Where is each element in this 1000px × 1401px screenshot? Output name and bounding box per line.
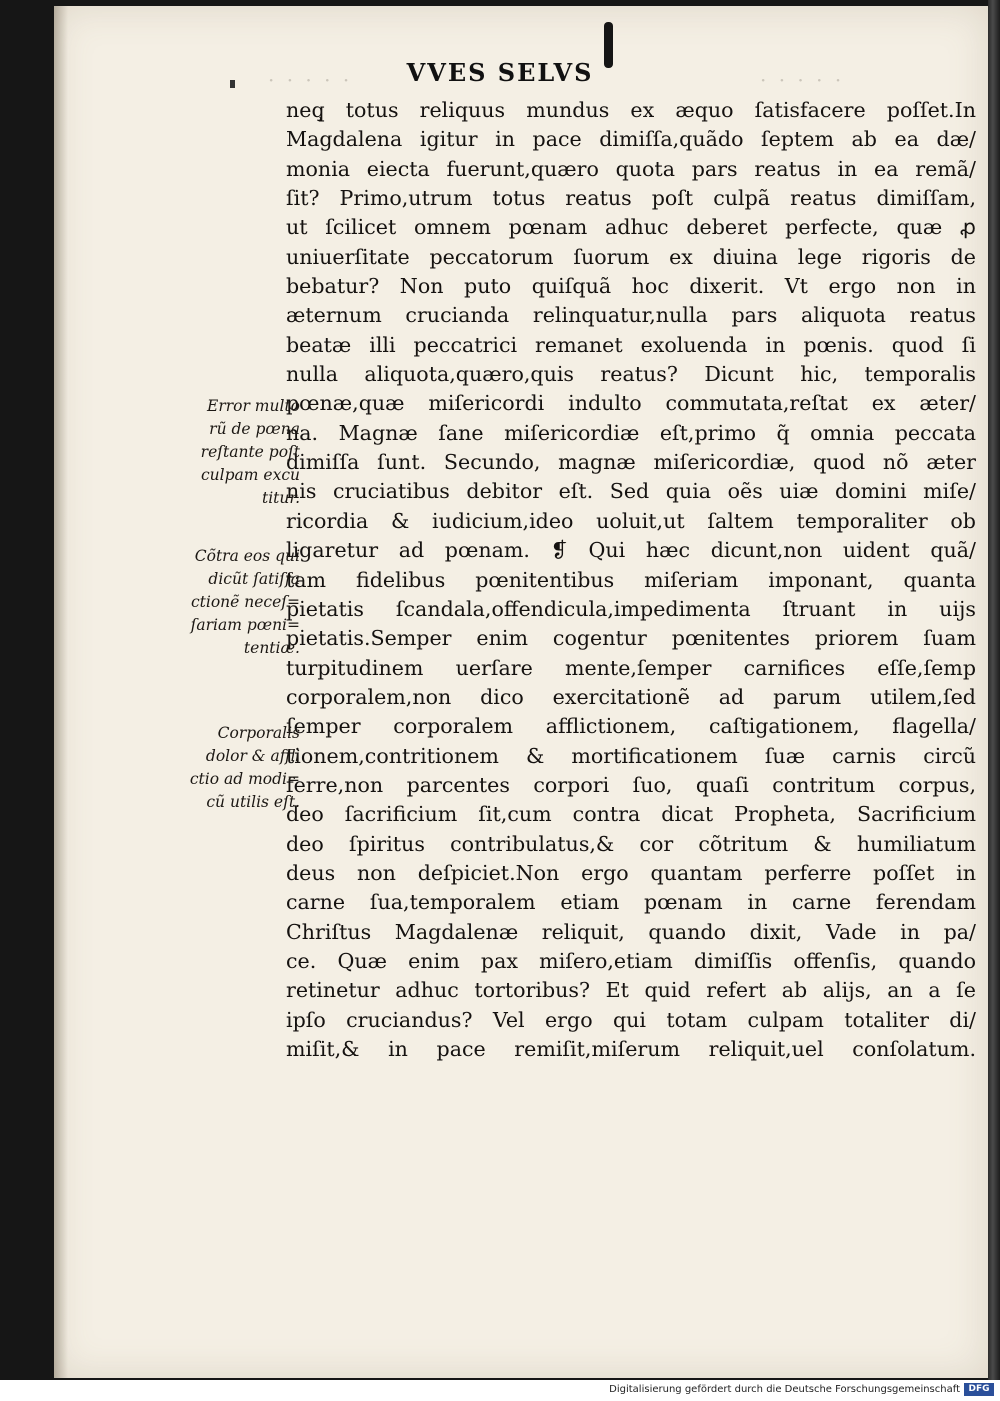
margin-note-line: rũ de pœna bbox=[209, 420, 300, 438]
text-line: ut ſcilicet omnem pœnam adhuc deberet perfecte, quæ ꝓ bbox=[286, 215, 976, 240]
main-text-block bbox=[286, 96, 976, 1064]
text-line: neq̧ totus reliquus mundus ex æquo ſatisfacere poſſet.In bbox=[286, 98, 976, 122]
margin-note-line: Cõtra eos qui bbox=[194, 547, 300, 565]
text-line: ricordia & iudicium,ideo uoluit,ut ſaltem temporaliter ob bbox=[286, 508, 976, 533]
text-line: deo ſpiritus contribulatus,& cor cõtritum & humiliatum bbox=[286, 831, 976, 856]
text-line: ligaretur ad pœnam. ❡ Qui hæc dicunt,non uident quã/ bbox=[286, 538, 976, 563]
text-line: na. Magnæ ſane miſericordiæ eſt,primo q̃ omnia peccata bbox=[286, 420, 976, 445]
text-line: ferre,non parcentes corpori ſuo, quaſi contritum corpus, bbox=[286, 772, 976, 797]
bleed-through-right: · · · · · bbox=[760, 68, 845, 92]
digitization-credit: Digitalisierung gefördert durch die Deutsche Forschungsgemeinschaft bbox=[609, 1384, 960, 1395]
text-line: dimiſſa ſunt. Secundo, magnæ miſericordiæ, quod nõ æter bbox=[286, 450, 976, 475]
margin-note-line: cũ utilis eſt. bbox=[206, 793, 300, 811]
text-line: bebatur? Non puto quiſquã hoc dixerit. Vt ergo non in bbox=[286, 274, 976, 299]
text-line: ſemper corporalem afflictionem, caſtigationem, flagella/ bbox=[286, 714, 976, 739]
text-line: nis cruciatibus debitor eſt. Sed quia oẽs uiæ domini miſe/ bbox=[286, 479, 976, 504]
margin-note-line: tentiæ. bbox=[243, 639, 300, 657]
margin-note-line: Error multo bbox=[207, 397, 300, 415]
text-line: Magdalena igitur in pace dimiſſa,quãdo ſeptem ab ea dæ/ bbox=[286, 127, 976, 152]
text-line: corporalem,non dico exercitationẽ ad parum utilem,ſed bbox=[286, 684, 976, 709]
margin-note-line: Corporalis bbox=[217, 724, 300, 742]
text-line: ſit? Primo,utrum totus reatus poſt culpã reatus dimiſſam, bbox=[286, 186, 976, 211]
margin-note-line: dicũt ſatiſfa bbox=[208, 570, 300, 588]
text-line: miſit,& in pace remiſit,miſerum reliquit,uel conſolatum. bbox=[286, 1037, 976, 1061]
text-line: tionem,contritionem & mortificationem ſuæ carnis circũ bbox=[286, 743, 976, 768]
margin-note-line: titur. bbox=[261, 489, 300, 507]
margin-note-line: dolor & affli bbox=[205, 747, 300, 765]
margin-note-line: ſariam pœni= bbox=[190, 616, 300, 634]
text-line: deus non deſpiciet.Non ergo quantam perferre poſſet in bbox=[286, 860, 976, 885]
margin-note-line: reſtante poſt bbox=[200, 443, 300, 461]
text-line: retinetur adhuc tortoribus? Et quid refert ab alijs, an a ſe bbox=[286, 978, 976, 1003]
margin-note-line: ctionẽ neceſ= bbox=[190, 593, 300, 611]
text-line: æternum crucianda relinquatur,nulla pars aliquota reatus bbox=[286, 303, 976, 328]
text-line: Chriſtus Magdalenæ reliquit, quando dixit, Vade in pa/ bbox=[286, 919, 976, 944]
bleed-through-left: · · · · · bbox=[268, 68, 353, 92]
page-edge bbox=[988, 0, 1000, 1380]
text-line: pœnæ,quæ miſericordi indulto commutata,reſtat ex æter/ bbox=[286, 391, 976, 416]
margin-note-corporalis bbox=[168, 722, 300, 814]
margin-note-contra bbox=[168, 545, 300, 660]
margin-note-line: ctio ad modi= bbox=[189, 770, 300, 788]
text-line: deo ſacrificium ſit,cum contra dicat Propheta, Sacrificium bbox=[286, 802, 976, 827]
margin-note-error bbox=[168, 395, 300, 510]
text-line: monia eiecta fuerunt,quæro quota pars reatus in ea remã/ bbox=[286, 156, 976, 181]
text-line: uniuerſitate peccatorum ſuorum ex diuina lege rigoris de bbox=[286, 244, 976, 269]
running-head: VVES SELVS bbox=[406, 58, 594, 87]
text-line: pietatis.Semper enim cogentur pœnitentes priorem ſuam bbox=[286, 626, 976, 651]
text-line: ce. Quæ enim pax miſero,etiam dimiſſis offenſis, quando bbox=[286, 948, 976, 973]
text-line: nulla aliquota,quæro,quis reatus? Dicunt hic, temporalis bbox=[286, 362, 976, 387]
text-line: beatæ illi peccatrici remanet exoluenda in pœnis. quod ſi bbox=[286, 332, 976, 357]
margin-note-line: culpam excu bbox=[201, 466, 300, 484]
dfg-logo: DFG bbox=[964, 1383, 994, 1396]
text-line: tam fidelibus pœnitentibus miſeriam imponant, quanta bbox=[286, 567, 976, 592]
text-line: pietatis ſcandala,offendicula,impedimenta ſtruant in uijs bbox=[286, 596, 976, 621]
text-line: carne ſua,temporalem etiam pœnam in carne ferendam bbox=[286, 890, 976, 915]
text-line: ipſo cruciandus? Vel ergo qui totam culpam totaliter di/ bbox=[286, 1007, 976, 1032]
text-line: turpitudinem uerſare mente,ſemper carnifices eſſe,ſemp bbox=[286, 655, 976, 680]
